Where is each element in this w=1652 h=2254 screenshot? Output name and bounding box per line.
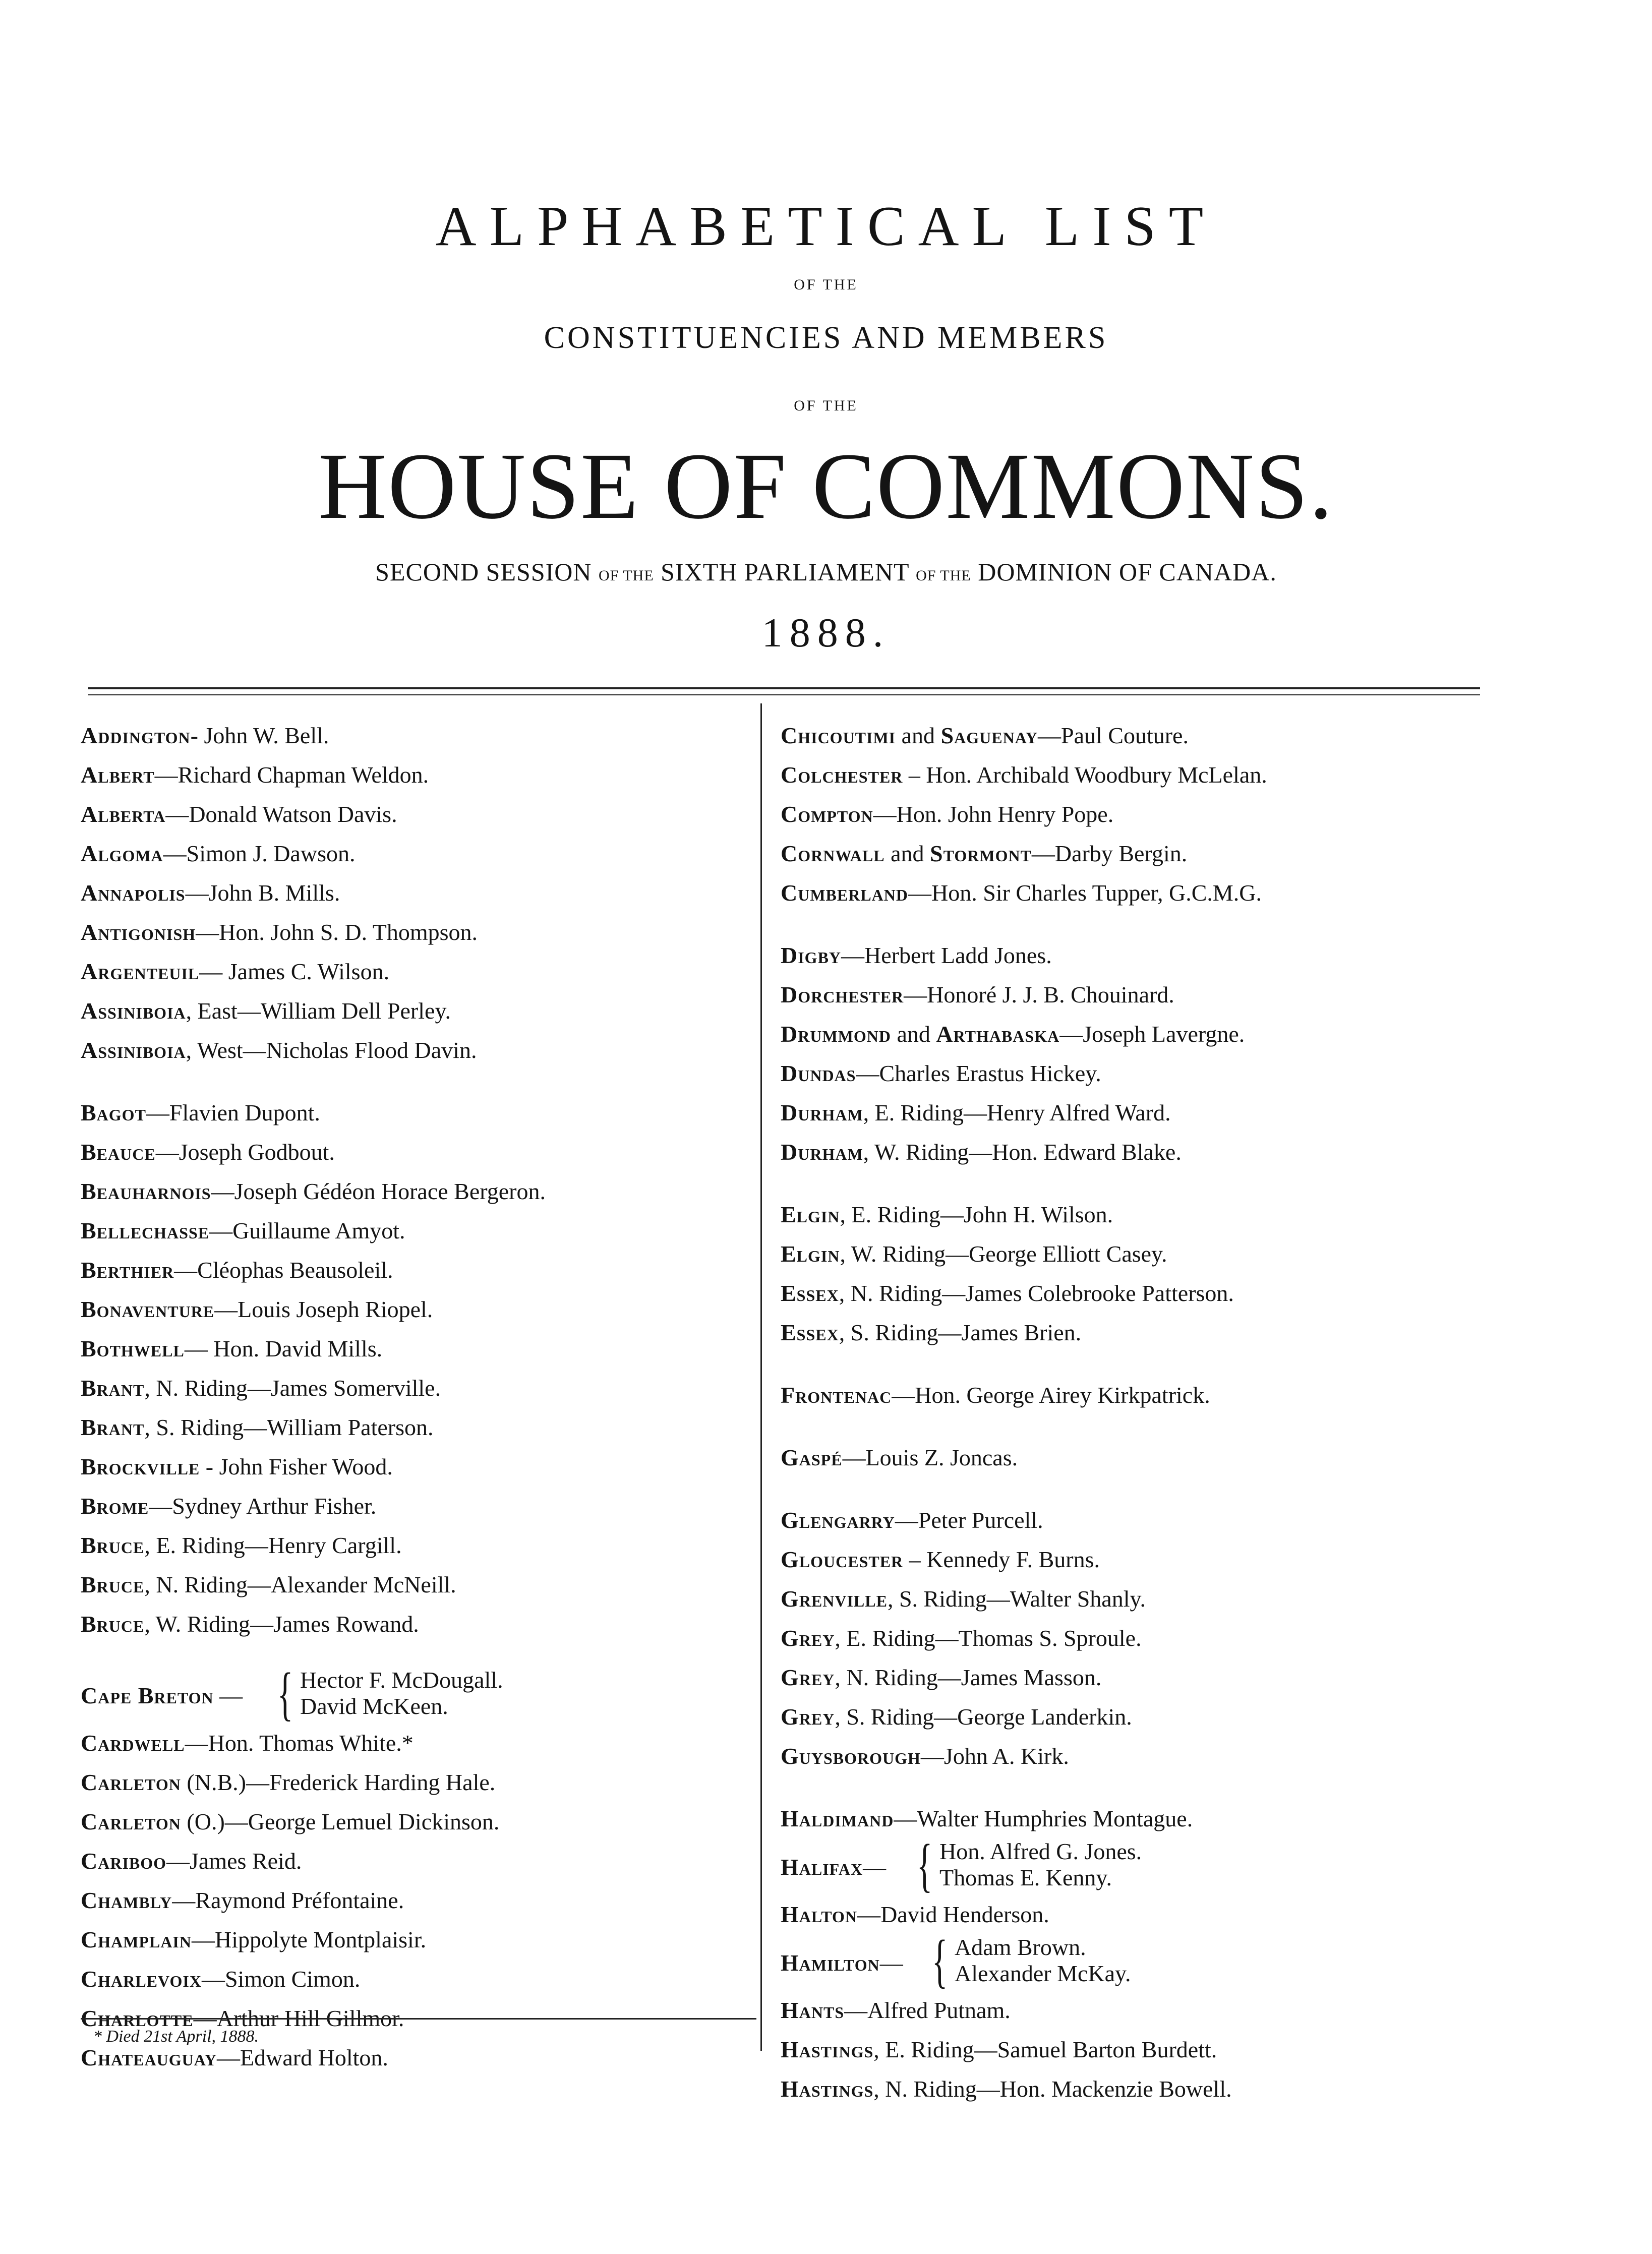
constituency-entry (781, 1133, 1598, 1172)
member-name: —Richard Chapman Weldon. (154, 762, 429, 788)
member-name: Alexander McKay. (955, 1961, 1131, 1986)
member-name: and (891, 1021, 936, 1047)
subtitle-connector: OF THE (916, 567, 971, 584)
constituency-entry (781, 1658, 1598, 1697)
constituency-name: Chateauguay (81, 2045, 217, 2070)
constituency-entry (781, 1619, 1598, 1658)
constituency-name: Frontenac (781, 1382, 892, 1408)
member-name: —Hon. Thomas White.* (185, 1730, 414, 1756)
constituency-entry (781, 1501, 1598, 1540)
member-name: , N. Riding—Hon. Mackenzie Bowell. (873, 2076, 1232, 2102)
constituency-entry (81, 1031, 746, 1070)
member-name: —Louis Z. Joncas. (842, 1445, 1018, 1470)
constituency-name: Hastings (781, 2076, 874, 2102)
constituency-name: Colchester (781, 762, 903, 788)
member-name: (O.)—George Lemuel Dickinson. (181, 1809, 500, 1834)
member-name: —Simon Cimon. (201, 1966, 361, 1992)
member-name: —Cléophas Beausoleil. (174, 1257, 393, 1283)
brace-glyph: { (277, 1660, 293, 1727)
member-name: – Hon. Archibald Woodbury McLelan. (903, 762, 1267, 788)
constituency-entry (781, 1093, 1598, 1133)
member-name: —David Henderson. (857, 1902, 1049, 1927)
constituency-name: Assiniboia (81, 998, 186, 1024)
constituency-name: Grenville (781, 1586, 888, 1612)
constituency-name: Grey (781, 1665, 835, 1690)
constituency-entry (81, 1920, 746, 1960)
constituency-name: Essex (781, 1280, 839, 1306)
member-name: —Arthur Hill Gillmor. (193, 2005, 404, 2031)
constituency-name: Durham (781, 1100, 863, 1125)
constituency-entry (781, 716, 1598, 755)
right-column (781, 716, 1598, 2109)
constituency-name: Bruce (81, 1611, 145, 1637)
header-rule-thin (88, 694, 1480, 695)
constituency-name: Halifax (781, 1854, 863, 1880)
constituency-entry (781, 1832, 1598, 1898)
member-name: —Raymond Préfontaine. (172, 1887, 404, 1913)
member-name: , N. Riding—Alexander McNeill. (144, 1572, 456, 1597)
constituency-name: Carleton (81, 1809, 181, 1834)
constituency-name: Stormont (930, 841, 1032, 866)
group-gap (781, 1352, 1598, 1376)
constituency-name: Albert (81, 762, 155, 788)
brace-glyph: { (917, 1832, 933, 1898)
constituency-name: Annapolis (81, 880, 186, 906)
member-name: , S. Riding—James Brien. (839, 1320, 1082, 1345)
constituency-entry (781, 834, 1598, 873)
member-name: —John A. Kirk. (920, 1743, 1069, 1769)
constituency-entry (781, 1274, 1598, 1313)
member-name: —Paul Couture. (1038, 723, 1189, 748)
constituency-name: Chicoutimi (781, 723, 896, 748)
constituency-entry (81, 1565, 746, 1605)
member-name: —Hon. Sir Charles Tupper, G.C.M.G. (908, 880, 1262, 906)
constituency-name: Hastings (781, 2037, 874, 2062)
constituency-name: Charlotte (81, 2005, 194, 2031)
constituency-entry (781, 2030, 1598, 2069)
constituency-entry (81, 1329, 746, 1369)
constituency-name: Brockville (81, 1454, 200, 1479)
brace-glyph: { (932, 1928, 948, 1994)
subtitle-part: SIXTH PARLIAMENT (661, 558, 909, 586)
group-gap (781, 1477, 1598, 1501)
constituency-name: Bellechasse (81, 1218, 210, 1243)
constituency-entry (781, 1313, 1598, 1352)
constituency-name: Compton (781, 801, 873, 827)
constituency-name: Brant (81, 1375, 145, 1401)
title-alphabetical-list: ALPHABETICAL LIST (435, 195, 1217, 258)
constituency-name: Addington (81, 723, 191, 748)
member-name: —Charles Erastus Hickey. (856, 1060, 1101, 1086)
group-gap (81, 1070, 746, 1093)
constituency-entry (781, 1697, 1598, 1737)
constituency-name: Gloucester (781, 1547, 904, 1572)
constituency-name: Elgin (781, 1202, 840, 1227)
constituency-entry (781, 1737, 1598, 1776)
constituency-name: Charlevoix (81, 1966, 202, 1992)
group-gap (781, 913, 1598, 936)
constituency-name: Carleton (81, 1769, 181, 1795)
member-name: —Peter Purcell. (895, 1507, 1043, 1533)
member-name: , N. Riding—James Masson. (835, 1665, 1102, 1690)
constituency-entry (81, 1960, 746, 1999)
member-name: —Alfred Putnam. (844, 1997, 1011, 2023)
member-name: —Herbert Ladd Jones. (841, 942, 1052, 968)
constituency-label (781, 1943, 903, 1983)
constituency-entry (81, 1842, 746, 1881)
constituency-name: Chambly (81, 1887, 172, 1913)
constituency-entry (81, 1093, 746, 1133)
year: 1888. (761, 610, 891, 656)
member-name: David McKeen. (300, 1693, 448, 1719)
member-name: , East—William Dell Perley. (186, 998, 451, 1024)
member-name: —Hon. John Henry Pope. (873, 801, 1114, 827)
member-name: —Joseph Gédéon Horace Bergeron. (211, 1178, 546, 1204)
constituency-entry (81, 755, 746, 795)
constituency-name: Halton (781, 1902, 858, 1927)
constituency-entry (81, 1487, 746, 1526)
constituency-name: Hamilton (781, 1950, 880, 1976)
constituency-name: Gaspé (781, 1445, 843, 1470)
constituency-entry (781, 873, 1598, 913)
constituency-label (81, 1676, 243, 1715)
member-name: , E. Riding—John H. Wilson. (840, 1202, 1113, 1227)
constituency-name: Saguenay (940, 723, 1038, 748)
member-name: — Hon. David Mills. (184, 1336, 383, 1361)
constituency-entry (81, 913, 746, 952)
member-names (955, 1934, 1131, 1987)
constituency-name: Durham (781, 1139, 863, 1165)
constituency-name: Alberta (81, 801, 166, 827)
column-divider (760, 703, 762, 2051)
constituency-name: Bruce (81, 1532, 145, 1558)
member-name: —Joseph Godbout. (155, 1139, 335, 1165)
member-name: , W. Riding—George Elliott Casey. (840, 1241, 1167, 1267)
header-rule (88, 687, 1480, 689)
member-name: , S. Riding—George Landerkin. (835, 1704, 1132, 1730)
title-of-the-2: OF THE (794, 397, 858, 414)
constituency-name: Brant (81, 1414, 145, 1440)
constituency-entry (81, 1447, 746, 1487)
member-name: —Louis Joseph Riopel. (214, 1296, 433, 1322)
group-gap (781, 1415, 1598, 1438)
constituency-name: Glengarry (781, 1507, 895, 1533)
member-names (300, 1667, 503, 1719)
constituency-entry (81, 716, 746, 755)
member-name: , W. Riding—Hon. Edward Blake. (863, 1139, 1182, 1165)
constituency-entry (81, 1133, 746, 1172)
subtitle-part: SECOND SESSION (375, 558, 592, 586)
member-dash: — (879, 1950, 903, 1976)
title-house-of-commons: HOUSE OF COMMONS. (318, 433, 1334, 539)
member-name: Thomas E. Kenny. (939, 1865, 1112, 1890)
member-name: , N. Riding—James Colebrooke Patterson. (839, 1280, 1234, 1306)
subtitle-connector: OF THE (599, 567, 654, 584)
constituency-entry (81, 1408, 746, 1447)
constituency-entry (781, 1928, 1598, 1994)
member-name: , S. Riding—William Paterson. (144, 1414, 434, 1440)
member-name: Adam Brown. (955, 1934, 1086, 1960)
member-name: —Sydney Arthur Fisher. (149, 1493, 377, 1519)
constituency-name: Guysborough (781, 1743, 921, 1769)
member-name: , E. Riding—Samuel Barton Burdett. (873, 2037, 1217, 2062)
constituency-name: Beauharnois (81, 1178, 211, 1204)
member-name: —Hon. George Airey Kirkpatrick. (892, 1382, 1210, 1408)
constituency-entry (81, 952, 746, 991)
constituency-entry (81, 1724, 746, 1763)
member-name: and (884, 841, 930, 866)
constituency-name: Argenteuil (81, 959, 200, 984)
member-name: - John Fisher Wood. (200, 1454, 393, 1479)
constituency-entry (781, 1376, 1598, 1415)
member-name: —Hippolyte Montplaisir. (192, 1927, 427, 1952)
group-gap (81, 1644, 746, 1667)
constituency-entry (81, 1290, 746, 1329)
constituency-name: Grey (781, 1625, 835, 1651)
member-names (939, 1838, 1142, 1891)
constituency-entry (81, 1251, 746, 1290)
member-name: —Joseph Lavergne. (1059, 1021, 1245, 1047)
constituency-name: Bruce (81, 1572, 145, 1597)
member-name: , West—Nicholas Flood Davin. (186, 1037, 477, 1063)
left-column (81, 716, 746, 2078)
constituency-entry (781, 1015, 1598, 1054)
constituency-entry (781, 1895, 1598, 1934)
constituency-name: Beauce (81, 1139, 156, 1165)
member-name: - John W. Bell. (190, 723, 329, 748)
constituency-entry (781, 1054, 1598, 1093)
constituency-entry (781, 795, 1598, 834)
constituency-entry (81, 1802, 746, 1842)
constituency-entry (81, 1172, 746, 1211)
constituency-entry (781, 975, 1598, 1015)
member-name: Hon. Alfred G. Jones. (939, 1838, 1142, 1864)
member-name: —James Reid. (166, 1848, 302, 1874)
constituency-name: Grey (781, 1704, 835, 1730)
constituency-entry (781, 1799, 1598, 1838)
member-name: —Hon. John S. D. Thompson. (196, 919, 478, 945)
title-of-the-1: OF THE (794, 276, 858, 293)
constituency-entry (781, 1991, 1598, 2030)
constituency-entry (781, 2069, 1598, 2109)
member-dash: — (863, 1854, 887, 1880)
member-name: —Walter Humphries Montague. (894, 1806, 1193, 1831)
member-name: —Darby Bergin. (1031, 841, 1188, 866)
constituency-entry (781, 755, 1598, 795)
member-name: —John B. Mills. (185, 880, 340, 906)
member-name: – Kennedy F. Burns. (903, 1547, 1100, 1572)
member-name: , E. Riding—Henry Alfred Ward. (863, 1100, 1171, 1125)
constituency-name: Digby (781, 942, 842, 968)
constituency-entry (781, 936, 1598, 975)
constituency-name: Elgin (781, 1241, 840, 1267)
member-name: , S. Riding—Walter Shanly. (887, 1586, 1146, 1612)
constituency-name: Antigonish (81, 919, 196, 945)
footnote: * Died 21st April, 1888. (93, 2027, 259, 2046)
constituency-name: Drummond (781, 1021, 891, 1047)
constituency-name: Essex (781, 1320, 839, 1345)
constituency-name: Algoma (81, 841, 163, 866)
member-name: , W. Riding—James Rowand. (144, 1611, 419, 1637)
constituency-entry (81, 991, 746, 1031)
member-name: , E. Riding—Thomas S. Sproule. (835, 1625, 1142, 1651)
constituency-entry (81, 834, 746, 873)
constituency-entry (81, 1526, 746, 1565)
constituency-entry (81, 1881, 746, 1920)
member-name: —Flavien Dupont. (146, 1100, 320, 1125)
constituency-name: Cumberland (781, 880, 909, 906)
member-name: —Guillaume Amyot. (209, 1218, 405, 1243)
constituency-name: Assiniboia (81, 1037, 186, 1063)
footnote-rule (81, 2018, 756, 2020)
constituency-entry (81, 1763, 746, 1802)
member-name: — James C. Wilson. (199, 959, 390, 984)
constituency-name: Brome (81, 1493, 149, 1519)
constituency-name: Cape Breton (81, 1683, 214, 1708)
member-name: Hector F. McDougall. (300, 1667, 503, 1693)
constituency-entry (81, 1605, 746, 1644)
member-name: (N.B.)—Frederick Harding Hale. (181, 1769, 496, 1795)
group-gap (781, 1172, 1598, 1195)
group-gap (781, 1776, 1598, 1799)
constituency-name: Champlain (81, 1927, 192, 1952)
constituency-name: Hants (781, 1997, 845, 2023)
member-name: and (896, 723, 941, 748)
constituency-label (781, 1848, 886, 1887)
constituency-entry (781, 1438, 1598, 1477)
constituency-name: Cariboo (81, 1848, 167, 1874)
constituency-entry (781, 1579, 1598, 1619)
member-name: , N. Riding—James Somerville. (144, 1375, 441, 1401)
constituency-name: Dorchester (781, 982, 904, 1007)
constituency-name: Arthabaska (936, 1021, 1060, 1047)
constituency-name: Berthier (81, 1257, 174, 1283)
constituency-entry (81, 795, 746, 834)
constituency-name: Bonaventure (81, 1296, 215, 1322)
constituency-name: Haldimand (781, 1806, 894, 1831)
subtitle-session (0, 557, 1652, 586)
constituency-name: Bothwell (81, 1336, 185, 1361)
constituency-name: Cornwall (781, 841, 885, 866)
constituency-entry (781, 1540, 1598, 1579)
member-name: , E. Riding—Henry Cargill. (144, 1532, 402, 1558)
member-dash: — (213, 1683, 243, 1708)
constituency-name: Dundas (781, 1060, 856, 1086)
constituency-entry (781, 1234, 1598, 1274)
member-name: —Donald Watson Davis. (165, 801, 397, 827)
subtitle-part: DOMINION OF CANADA. (978, 558, 1277, 586)
constituency-entry (81, 873, 746, 913)
constituency-name: Bagot (81, 1100, 146, 1125)
member-name: —Honoré J. J. B. Chouinard. (904, 982, 1174, 1007)
constituency-entry (81, 1211, 746, 1251)
title-constituencies: CONSTITUENCIES AND MEMBERS (544, 321, 1108, 355)
member-name: —Simon J. Dawson. (163, 841, 356, 866)
constituency-entry (81, 1369, 746, 1408)
member-name: —Edward Holton. (217, 2045, 388, 2070)
constituency-name: Cardwell (81, 1730, 185, 1756)
constituency-entry (781, 1195, 1598, 1234)
constituency-entry (81, 1660, 746, 1727)
